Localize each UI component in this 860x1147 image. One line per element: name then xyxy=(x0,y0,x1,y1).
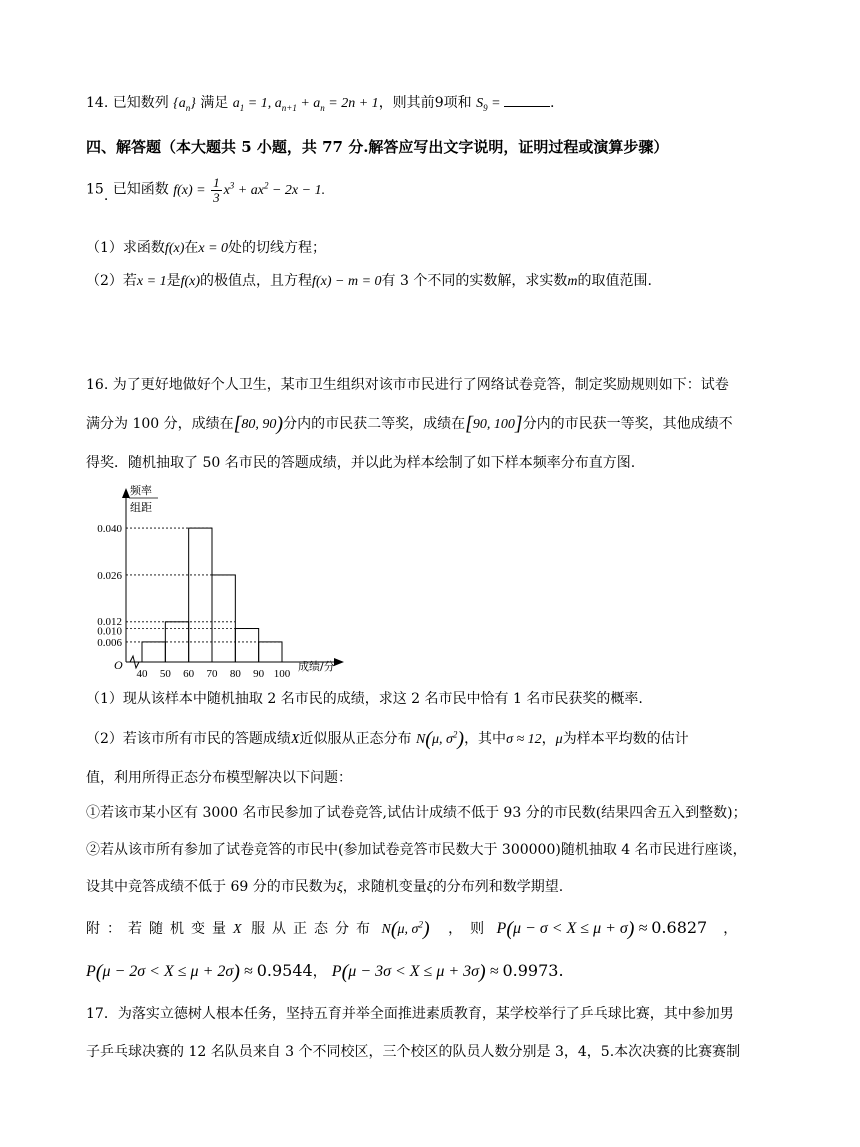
histogram-bar-50-60 xyxy=(165,622,188,662)
ylabel-bottom: 组距 xyxy=(130,501,152,514)
x-tick-label: 100 xyxy=(273,668,291,680)
y-tick-label: 0.006 xyxy=(97,636,122,649)
q16-case1: ①若该市某小区有 3000 名市民参加了试卷竞答,试估计成绩不低于 93 分的市民数(结果四舍五入到整数)； xyxy=(86,805,747,821)
x-tick-label: 90 xyxy=(253,668,265,680)
q15-part2: （2）若x = 1是f(x)的极值点，且方程f(x) − m = 0有 3 个不同的实数解，求实数m的取值范围. xyxy=(86,273,652,289)
x-tick-label: 70 xyxy=(206,668,218,680)
x-tick-label: 80 xyxy=(229,668,241,680)
q17-line1: 17．为落实立德树人根本任务，坚持五育并举全面推进素质教育，某学校举行了乒乓球比赛，其中参加男 xyxy=(86,1006,734,1022)
interval-90-100: [90, 100] xyxy=(465,413,523,435)
x-axis-label: 成绩/分 xyxy=(298,660,335,673)
q17-line2: 子乒乓球决赛的 12 名队员来自 3 个不同校区，三个校区的队员人数分别是 3，4，5.本次决赛的比赛赛制 xyxy=(86,1044,741,1060)
y-axis-arrow xyxy=(122,488,130,498)
q16-part2-cont: 值，利用所得正态分布模型解决以下问题： xyxy=(86,770,352,786)
q16-line1: 16. 为了更好地做好个人卫生，某市卫生组织对该市市民进行了网络试卷竞答，制定奖励规则如下：试卷 xyxy=(86,377,729,393)
q15-part1: （1）求函数f(x)在x = 0处的切线方程； xyxy=(86,240,327,256)
q16-line2: 满分为 100 分，成绩在[80, 90)分内的市民获二等奖，成绩在[90, 100]分内的市民获一等奖，其他成绩不 xyxy=(86,413,733,435)
q16-appendix-line1: 附：若随机变量X 服从正态分布 N(μ, $\sigma^2$) ，则 P(μ − σ < X ≤ μ + σ) ≈ 0.6827 ， xyxy=(86,918,738,940)
prob-3sigma: P(μ − 3σ < X ≤ μ + 3σ) ≈ xyxy=(331,961,503,983)
origin-label: O xyxy=(114,658,123,672)
normal-distribution: N(μ, $\sigma^2$) xyxy=(415,728,465,750)
q15-number: 15 xyxy=(86,181,104,198)
recurrence-formula: $a_1 = 1$, $a_{n+1} + a_n = 2n + 1$ xyxy=(232,96,379,113)
histogram-bar-90-100 xyxy=(259,642,282,662)
q16-case3: 设其中竞答成绩不低于 69 分的市民数为ξ，求随机变量ξ的分布列和数学期望. xyxy=(86,879,564,895)
y-tick-label: 0.040 xyxy=(97,523,122,536)
prob-2sigma: P(μ − 2σ < X ≤ μ + 2σ) ≈ xyxy=(86,961,257,983)
section-heading: 四、解答题（本大题共 5 小题，共 77 分.解答应写出文字说明，证明过程或演算步骤） xyxy=(86,138,669,156)
sequence-notation: $\{a_n\}$ xyxy=(173,96,196,113)
q16-appendix-line2: P(μ − 2σ < X ≤ μ + 2σ) ≈ 0.9544， P(μ − 3σ < X ≤ μ + 3σ) ≈ 0.9973. xyxy=(86,961,564,983)
q16-line3: 得奖．随机抽取了 50 名市民的答题成绩，并以此为样本绘制了如下样本频率分布直方图. xyxy=(86,455,636,471)
q16-case2: ②若从该市所有参加了试卷竞答的市民中(参加试卷竞答市民数大于 300000)随机抽取 4 名市民进行座谈， xyxy=(86,842,747,858)
q15-line: 15. 已知函数 f(x) = $\frac{1}{3}$ $x^3 + ax^2 - 2x - 1$. xyxy=(86,175,326,205)
sum-s9: $S_9$ = xyxy=(476,96,505,113)
q14-line: 14. 已知数列 $\{a_n\}$ 满足 $a_1 = 1$, $a_{n+1} + a_n = 2n + 1$，则其前9项和 $S_9$ = . xyxy=(86,95,555,113)
ylabel-top: 频率 xyxy=(130,484,152,497)
q14-number: 14. xyxy=(86,95,109,111)
x-tick-label: 50 xyxy=(159,668,171,680)
answer-blank xyxy=(504,94,550,107)
histogram-bar-80-90 xyxy=(235,629,258,662)
frequency-histogram xyxy=(97,478,360,680)
histogram-bar-40-50 xyxy=(142,642,165,662)
x-tick-label: 40 xyxy=(136,668,148,680)
histogram-bar-70-80 xyxy=(212,575,235,662)
prob-1sigma: P(μ − σ < X ≤ μ + σ) ≈ xyxy=(496,918,652,940)
x-axis-arrow xyxy=(334,658,344,666)
x-tick-label: 60 xyxy=(183,668,195,680)
y-tick-label: 0.026 xyxy=(97,569,122,582)
y-tick-label: 0.012 xyxy=(97,615,122,628)
histogram-bar-60-70 xyxy=(189,528,212,662)
y-tick-label: 0.010 xyxy=(97,625,122,638)
interval-80-90: [80, 90) xyxy=(233,413,284,435)
function-definition: f(x) = $\frac{1}{3}$ $x^3 + ax^2 - 2x - 1$. xyxy=(173,175,326,205)
q16-part2: （2）若该市所有市民的答题成绩X近似服从正态分布 N(μ, $\sigma^2$)，其中σ ≈ 12，μ为样本平均数的估计 xyxy=(86,728,689,750)
q16-part1: （1）现从该样本中随机抽取 2 名市民的成绩，求这 2 名市民中恰有 1 名市民获奖的概率. xyxy=(86,691,643,707)
